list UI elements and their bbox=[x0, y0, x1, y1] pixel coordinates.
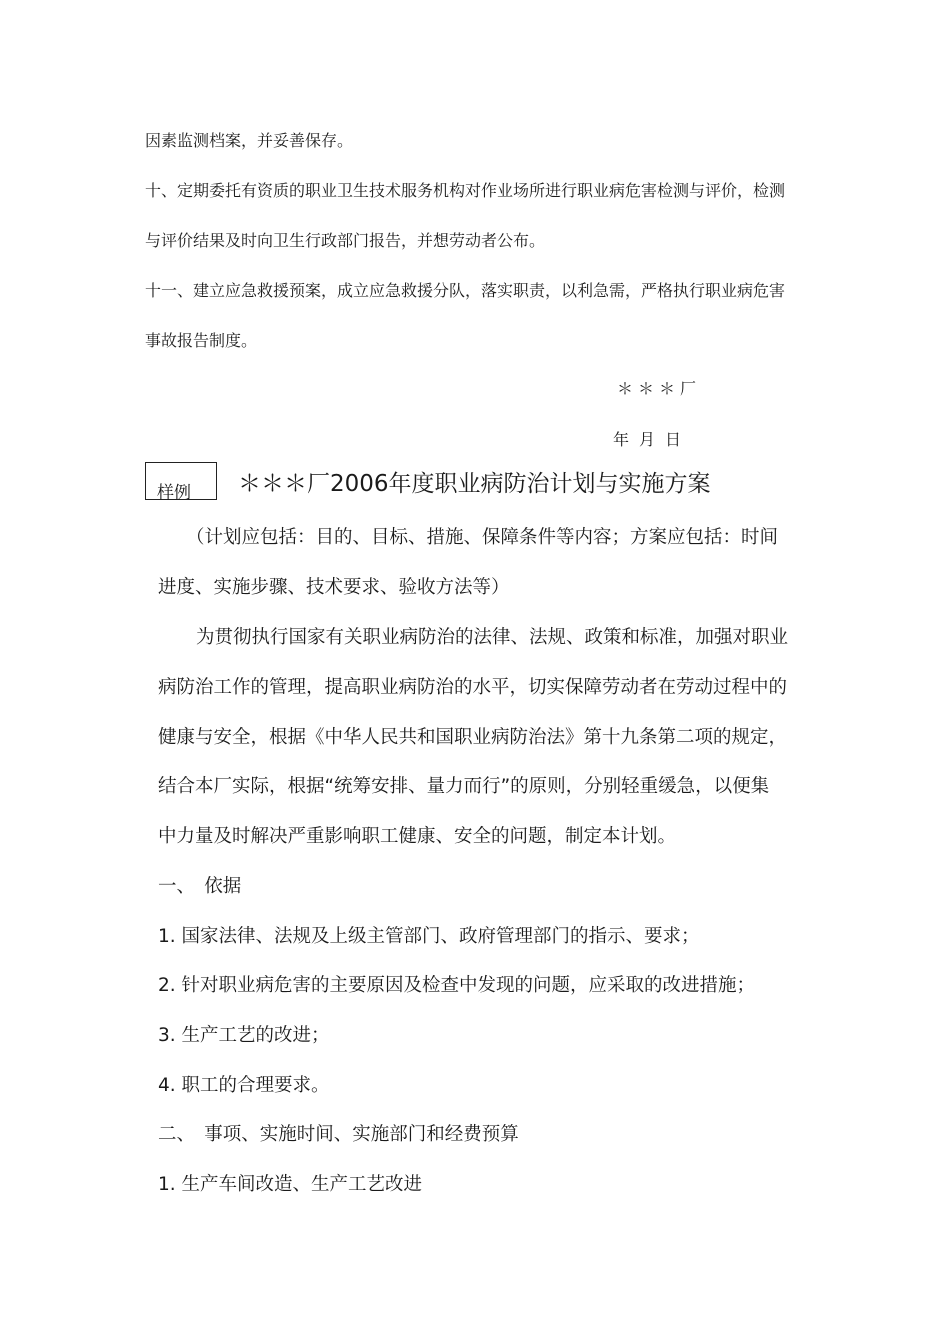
note-line-1: （计划应包括：目的、目标、措施、保障条件等内容；方案应包括：时间 bbox=[186, 527, 779, 548]
section-1-item-1: 1. 国家法律、法规及上级主管部门、政府管理部门的指示、要求； bbox=[158, 926, 700, 947]
intro-line-4: 结合本厂实际，根据“统筹安排、量力而行”的原则，分别轻重缓急，以便集 bbox=[158, 776, 770, 797]
item-11-line-2: 事故报告制度。 bbox=[145, 331, 258, 350]
section-2-heading: 二、 事项、实施时间、实施部门和经费预算 bbox=[158, 1124, 519, 1145]
intro-line-2: 病防治工作的管理，提高职业病防治的水平，切实保障劳动者在劳动过程中的 bbox=[158, 677, 788, 698]
section-1-heading: 一、 依据 bbox=[158, 876, 242, 897]
section-1-item-2: 2. 针对职业病危害的主要原因及检查中发现的问题，应采取的改进措施； bbox=[158, 975, 756, 996]
continued-text-line: 因素监测档案，并妥善保存。 bbox=[145, 131, 354, 150]
document-title: ＊＊＊厂2006年度职业病防治计划与实施方案 bbox=[238, 471, 711, 497]
section-1-item-3: 3. 生产工艺的改进； bbox=[158, 1025, 330, 1046]
signature-date: 年月日 bbox=[613, 430, 692, 449]
signature-factory: ＊＊＊厂 bbox=[617, 379, 702, 398]
intro-line-1: 为贯彻执行国家有关职业病防治的法律、法规、政策和标准，加强对职业 bbox=[196, 627, 789, 648]
sample-label: 样例 bbox=[157, 483, 191, 503]
intro-line-5: 中力量及时解决严重影响职工健康、安全的问题，制定本计划。 bbox=[158, 826, 677, 847]
item-10-line-2: 与评价结果及时向卫生行政部门报告，并想劳动者公布。 bbox=[145, 231, 546, 250]
item-10-line-1: 十、定期委托有资质的职业卫生技术服务机构对作业场所进行职业病危害检测与评价，检测 bbox=[145, 181, 786, 200]
note-line-2: 进度、实施步骤、技术要求、验收方法等） bbox=[158, 577, 510, 598]
item-11-line-1: 十一、建立应急救援预案，成立应急救援分队，落实职责，以利急需，严格执行职业病危害 bbox=[145, 281, 786, 300]
section-1-item-4: 4. 职工的合理要求。 bbox=[158, 1075, 330, 1096]
section-2-item-1: 1. 生产车间改造、生产工艺改进 bbox=[158, 1174, 423, 1195]
intro-line-3: 健康与安全，根据《中华人民共和国职业病防治法》第十九条第二项的规定， bbox=[158, 727, 788, 748]
